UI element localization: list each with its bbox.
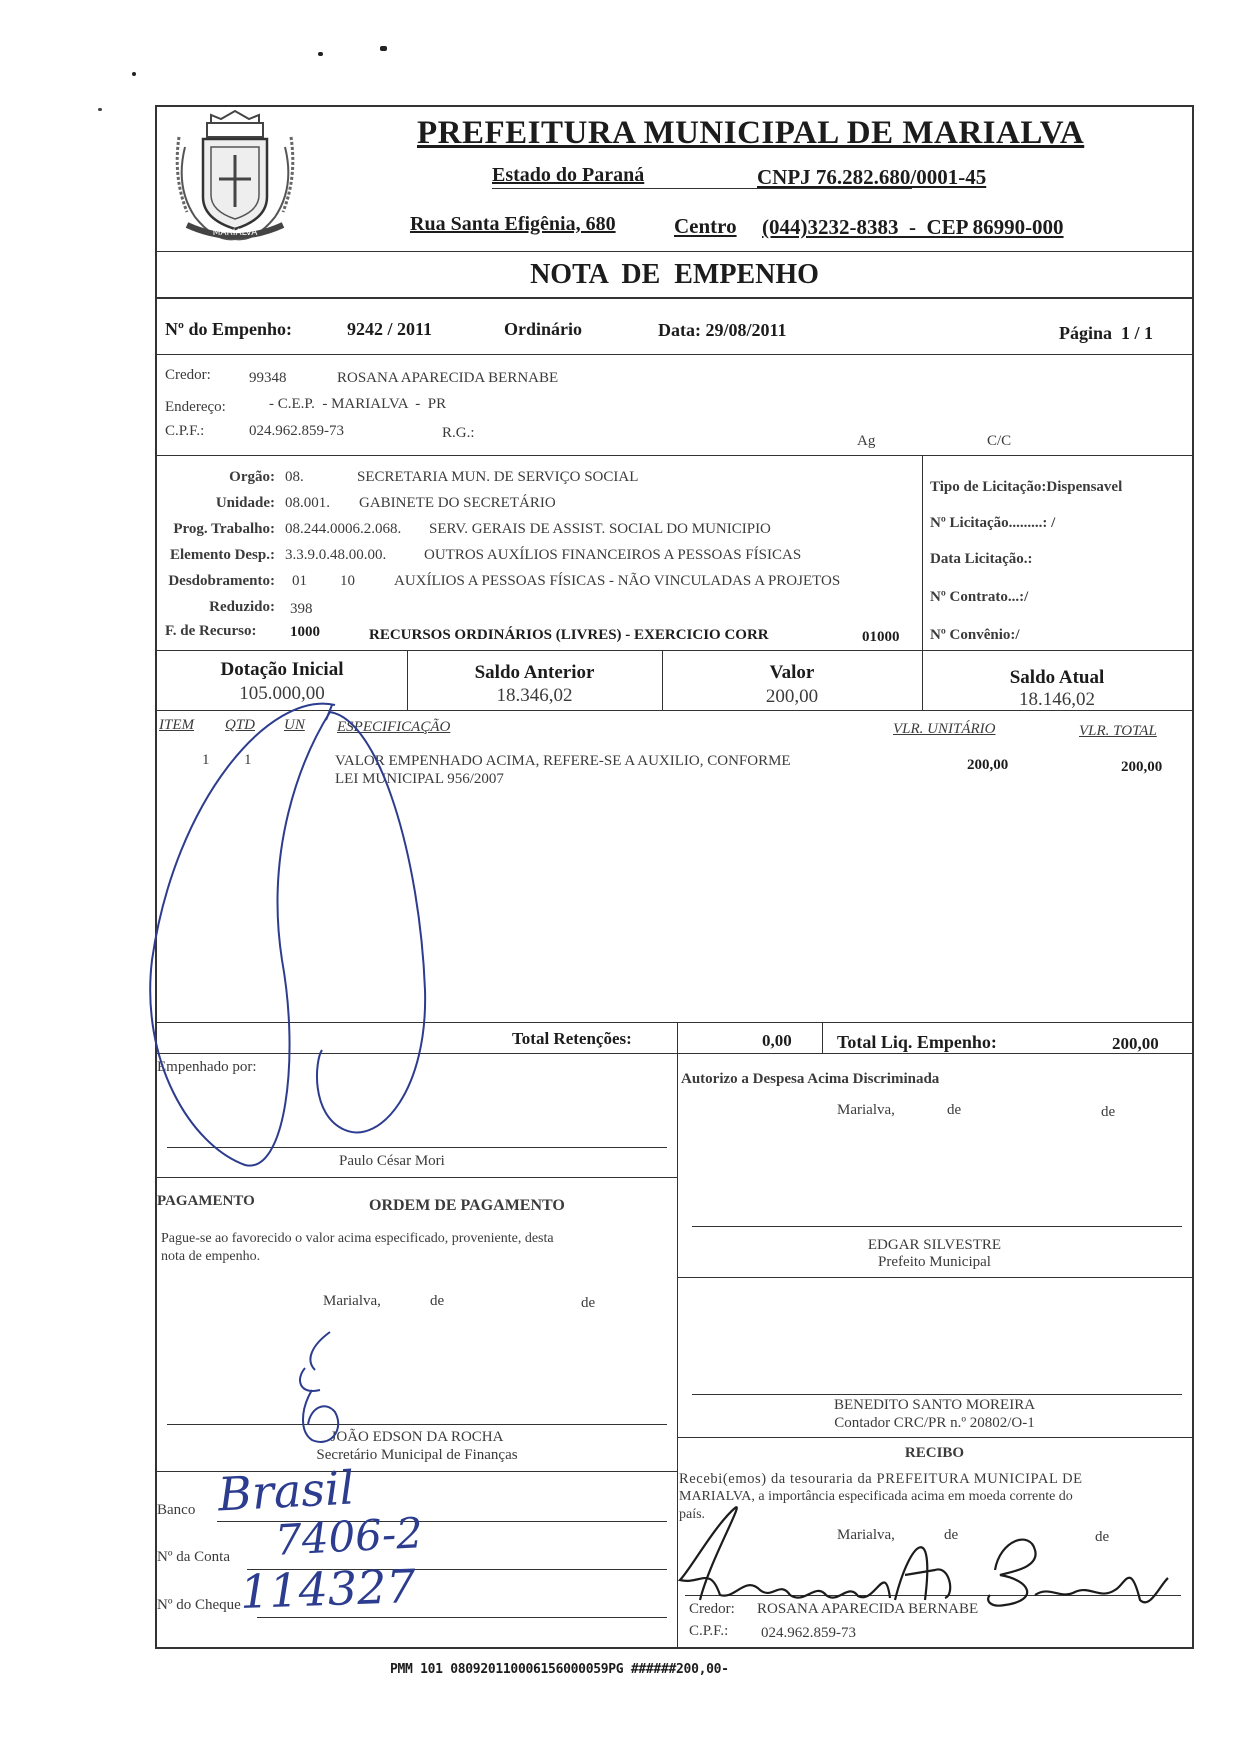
recibo-credor-label: Credor: xyxy=(689,1601,735,1617)
address: - C.E.P. - MARIALVA - PR xyxy=(269,396,447,412)
saldo-atual-value: 18.146,02 xyxy=(1019,689,1095,710)
convenio: Nº Convênio:/ xyxy=(930,627,1020,643)
contador-signer: BENEDITO SANTO MOREIRA xyxy=(833,1397,1036,1413)
scan-speck xyxy=(318,52,323,56)
cheque-label: Nº do Cheque xyxy=(157,1597,241,1613)
recibo-cpf: 024.962.859-73 xyxy=(761,1625,856,1641)
elemento-label: Elemento Desp.: xyxy=(170,547,275,563)
cnpj: CNPJ 76.282.680/0001-45 xyxy=(757,165,987,189)
pagamento-role: Secretário Municipal de Finanças xyxy=(316,1447,518,1463)
desdobramento-code: 01 xyxy=(292,573,307,589)
valor-value: 200,00 xyxy=(765,686,819,707)
recibo-cpf-label: C.P.F.: xyxy=(689,1623,729,1639)
autorizo-de1: de xyxy=(947,1102,962,1118)
prog: SERV. GERAIS DE ASSIST. SOCIAL DO MUNICIPIO xyxy=(429,521,771,537)
elemento: OUTROS AUXÍLIOS FINANCEIROS A PESSOAS FÍSICAS xyxy=(424,547,802,563)
contador-role: Contador CRC/PR n.º 20802/O-1 xyxy=(834,1415,1035,1431)
valor-label: Valor xyxy=(769,662,815,683)
prefeitura-title: PREFEITURA MUNICIPAL DE MARIALVA xyxy=(417,115,1085,151)
total-retencoes-label: Total Retenções: xyxy=(512,1029,632,1048)
pagamento-text1: Pague-se ao favorecido o valor acima especificado, proveniente, desta xyxy=(161,1231,554,1246)
recibo-text2: MARIALVA, a importância especificada acima em moeda corrente do xyxy=(679,1489,1073,1504)
contrato: Nº Contrato...:/ xyxy=(930,589,1029,605)
cheque-handwritten: 114327 xyxy=(239,1558,417,1620)
recibo-text1: Recebi(emos) da tesouraria da PREFEITURA MUNICIPAL DE xyxy=(679,1471,1083,1487)
rg-label: R.G.: xyxy=(442,425,475,441)
scan-speck xyxy=(132,72,136,76)
district: Centro xyxy=(674,214,737,238)
licitacao-numero: Nº Licitação.........: / xyxy=(930,515,1056,531)
licitacao-data: Data Licitação.: xyxy=(930,551,1033,567)
dotacao-value: 105.000,00 xyxy=(239,683,325,704)
conta-label: Nº da Conta xyxy=(157,1549,230,1565)
credor-label: Credor: xyxy=(165,367,211,383)
autorizo-de2: de xyxy=(1101,1104,1116,1120)
saldo-anterior-value: 18.346,02 xyxy=(496,685,573,706)
unidade-code: 08.001. xyxy=(285,495,330,511)
credor-code: 99348 xyxy=(249,370,287,386)
recurso-label: F. de Recurso: xyxy=(165,623,257,639)
empenho-date: Data: 29/08/2011 xyxy=(658,320,787,340)
pagamento-signer: JOÃO EDSON DA ROCHA xyxy=(330,1429,504,1445)
autorizo-title: Autorizo a Despesa Acima Discriminada xyxy=(681,1071,940,1087)
doc-title: NOTA DE EMPENHO xyxy=(530,259,819,290)
recibo-de2: de xyxy=(1095,1529,1110,1545)
saldo-anterior-label: Saldo Anterior xyxy=(474,662,595,683)
saldo-atual-label: Saldo Atual xyxy=(1009,667,1105,688)
recibo-title: RECIBO xyxy=(904,1445,965,1461)
reduzido: 398 xyxy=(290,601,313,617)
empenho-label: Nº do Empenho: xyxy=(165,319,292,339)
ordem-pagamento: ORDEM DE PAGAMENTO xyxy=(369,1197,565,1214)
orgao: SECRETARIA MUN. DE SERVIÇO SOCIAL xyxy=(357,469,639,485)
recibo-text3: país. xyxy=(679,1507,706,1522)
autorizo-role: Prefeito Municipal xyxy=(878,1254,991,1270)
nota-de-empenho-form xyxy=(155,105,1194,1649)
pagamento-title: PAGAMENTO xyxy=(157,1193,255,1209)
pagamento-de2: de xyxy=(581,1295,596,1311)
desdobramento-sub: 10 xyxy=(340,573,355,589)
reduzido-label: Reduzido: xyxy=(209,599,275,615)
footer-code: PMM 101 080920110006156000059PG ######200,00- xyxy=(390,1662,729,1677)
banco-handwritten: Brasil xyxy=(216,1460,356,1522)
cc-label: C/C xyxy=(987,433,1012,449)
estado: Estado do Paraná xyxy=(492,164,645,186)
elemento-code: 3.3.9.0.48.00.00. xyxy=(285,547,387,563)
item-total-value: 200,00 xyxy=(1121,759,1163,775)
unidade-label: Unidade: xyxy=(215,495,275,511)
licitacao-tipo: Tipo de Licitação:Dispensavel xyxy=(930,479,1123,495)
autorizo-signer: EDGAR SILVESTRE xyxy=(867,1237,1002,1253)
orgao-label: Orgão: xyxy=(229,469,275,485)
page-number: Página 1 / 1 xyxy=(1059,323,1154,343)
credor-name: ROSANA APARECIDA BERNABE xyxy=(337,370,559,386)
recibo-city: Marialva, xyxy=(837,1527,895,1543)
phone-cep: (044)3232-8383 - CEP 86990-000 xyxy=(762,215,1064,239)
cpf: 024.962.859-73 xyxy=(249,423,344,439)
banco-label: Banco xyxy=(157,1502,196,1518)
item-desc-line2: LEI MUNICIPAL 956/2007 xyxy=(335,771,504,787)
street: Rua Santa Efigênia, 680 xyxy=(410,213,616,235)
col-especificacao: ESPECIFICAÇÃO xyxy=(337,719,451,735)
orgao-code: 08. xyxy=(285,469,304,485)
pagamento-city: Marialva, xyxy=(323,1293,381,1309)
recurso: RECURSOS ORDINÁRIOS (LIVRES) - EXERCICIO CORR xyxy=(369,627,769,643)
item-unit-value: 200,00 xyxy=(967,757,1009,773)
total-retencoes-value: 0,00 xyxy=(762,1031,792,1050)
unidade: GABINETE DO SECRETÁRIO xyxy=(359,495,556,511)
col-vlr-unitario: VLR. UNITÁRIO xyxy=(893,721,996,737)
recibo-de1: de xyxy=(944,1527,959,1543)
total-liq-value: 200,00 xyxy=(1112,1034,1159,1053)
svg-text:MARIALVA: MARIALVA xyxy=(212,228,258,238)
desdobramento-label: Desdobramento: xyxy=(168,573,275,589)
col-un: UN xyxy=(284,717,305,733)
empenhado-label: Empenhado por: xyxy=(157,1059,257,1075)
empenho-number: 9242 / 2011 xyxy=(347,319,433,339)
recurso-code: 1000 xyxy=(290,624,320,640)
pagamento-de1: de xyxy=(430,1293,445,1309)
col-vlr-total: VLR. TOTAL xyxy=(1079,723,1157,739)
item-qtd: 1 xyxy=(244,752,252,768)
scan-speck xyxy=(98,108,102,111)
recurso-num: 01000 xyxy=(862,629,900,645)
scan-speck xyxy=(380,46,387,51)
recibo-credor: ROSANA APARECIDA BERNABE xyxy=(757,1601,979,1617)
cpf-label: C.P.F.: xyxy=(165,423,205,439)
address-label: Endereço: xyxy=(165,399,226,415)
item-number: 1 xyxy=(202,752,210,768)
coat-of-arms xyxy=(165,107,305,247)
total-liq-label: Total Liq. Empenho: xyxy=(837,1032,997,1052)
dotacao-label: Dotação Inicial xyxy=(220,659,344,680)
item-desc-line1: VALOR EMPENHADO ACIMA, REFERE-SE A AUXILIO, CONFORME xyxy=(335,753,791,769)
prog-label: Prog. Trabalho: xyxy=(173,521,275,537)
autorizo-city: Marialva, xyxy=(837,1102,895,1118)
col-item: ITEM xyxy=(159,717,194,733)
desdobramento: AUXÍLIOS A PESSOAS FÍSICAS - NÃO VINCULADAS A PROJETOS xyxy=(394,573,841,589)
ag-label: Ag xyxy=(857,433,876,449)
empenhado-signer: Paulo César Mori xyxy=(339,1153,445,1169)
pagamento-text2: nota de empenho. xyxy=(161,1249,261,1264)
empenho-type: Ordinário xyxy=(504,319,583,339)
col-qtd: QTD xyxy=(225,717,256,733)
conta-handwritten: 7406-2 xyxy=(273,1508,424,1565)
prog-code: 08.244.0006.2.068. xyxy=(285,521,402,537)
